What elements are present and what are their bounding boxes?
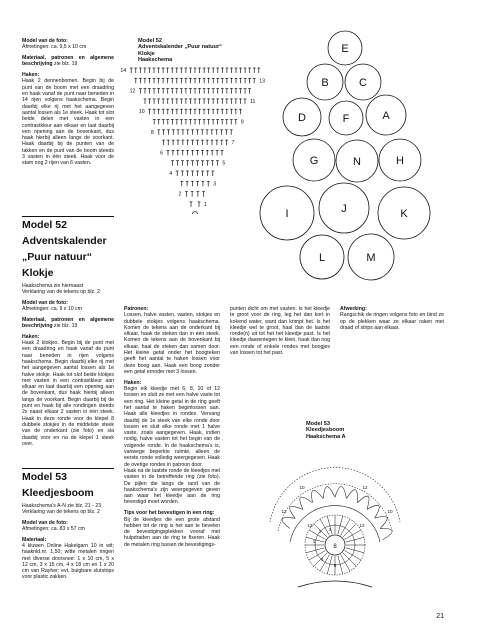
stitch-spoke (343, 553, 356, 566)
column-left (22, 38, 114, 171)
ring-label: I (285, 208, 289, 220)
model-52-foto-text: Afmetingen: ca. 9 x 10 cm (22, 305, 82, 312)
schema-52-line-2: Adventskalender „Puur natuur“ (138, 44, 222, 51)
row-number: 6 (160, 150, 163, 157)
chain-arc (347, 490, 358, 503)
model-52-materiaal-label: Materiaal, patronen en algemene beschrijving (22, 316, 114, 329)
row-number: 8 (150, 129, 154, 136)
schema-52-line-3: Klokje (138, 50, 155, 57)
chart-number: 12 (359, 523, 365, 528)
row-number: 10 (138, 109, 145, 116)
ring-label: C (359, 77, 367, 89)
stitch-spoke (345, 530, 361, 540)
schema-53-line-3: Haakschema A (306, 433, 346, 440)
model-52-foto-label: Model van de foto: (22, 299, 68, 306)
row-number: 13 (259, 78, 265, 85)
model-foto-block (22, 38, 114, 51)
ring-label: D (298, 112, 306, 124)
chain-arc (335, 487, 346, 499)
model-52-materiaal-block (22, 317, 114, 330)
chart-number: 10 (387, 509, 393, 514)
patronen-text: Lossen, halve vasten, vasten, stokjes en dubbele stokjes volgens haakschema. Komen de tekens aan de onderkant bij elkaar, haak de steken dan in één steek. Komen de tekens aan de bovenkant bij elkaar, haal de steken dan samen door. Het kleine getal onder het boogteken geeft het aantal te haken lossen voor deze boog aan. Haak een boog zonder een getal ernoder met 3 lossen. (124, 312, 220, 375)
patronen-label: Patronen: (124, 306, 149, 312)
stitch-spoke (343, 524, 356, 537)
ring-arrow (298, 581, 372, 587)
chart-number: 12 (281, 509, 287, 514)
schema-53-line-2: Kleedjesboom (306, 427, 345, 434)
tips-label: Tips voor het bevestigen in een ring: (124, 510, 215, 517)
model-53-section (22, 468, 114, 585)
row-number: 14 (120, 68, 127, 74)
chain-arc (290, 506, 303, 518)
chart-number: 12 (307, 523, 313, 528)
bell-crochet-chart (120, 62, 270, 214)
page-number: 21 (436, 613, 444, 620)
model-53-foto-text: Afmetingen: ca. 83 x 57 cm (22, 525, 85, 532)
model-53-materiaal-label: Materiaal: (22, 536, 47, 543)
row-number: 4 (169, 171, 173, 177)
chain-arc (300, 497, 312, 509)
haken-2-block (124, 380, 220, 506)
chain-arc (375, 516, 387, 528)
section-divider (22, 468, 114, 469)
haken-text: Haak 2 dennenbomen. Begin bij de punt van de boom met een draadring en haak vanaf de punt naar beneden in 14 rijen volgens haakschema. Begin daarbij elke rij met het aangegeven aantal lossen als 1e steek. Haak tot slot beide delen met vasten in een contrastkleur aan elkaar en laat daarbij een opening aan de bovenkant, dus haak hierbij alleen langs de voorkant. Haak daarbij bij de punten van de takken en de punt van de boom steeds 3 vasten in één steek. Haak voor de stam nog 2 rijen van 6 vasten. (22, 78, 114, 167)
model-52-foto-block (22, 300, 114, 313)
chain-arc (282, 518, 295, 529)
model-53-foto-label: Model van de foto: (22, 519, 68, 526)
ring-label: F (342, 113, 350, 125)
schema-53-title (306, 421, 396, 440)
row-number: 12 (129, 88, 136, 95)
model-52-haken-block (22, 334, 114, 447)
chain-arc (380, 529, 392, 540)
chart-number: 10 (299, 485, 305, 490)
column-right-1 (230, 306, 330, 361)
chart-number: 1 (312, 539, 316, 544)
chain-arc (312, 490, 324, 502)
stitch-spoke (309, 530, 325, 540)
chart-number: 12 (362, 485, 368, 490)
chart-number: 5 (333, 563, 337, 568)
chart-number: 8 (333, 544, 337, 550)
model-53-title-1: Model 53 (22, 471, 67, 483)
schema-53-line-1: Model 53 (306, 421, 330, 427)
haken-2-label: Haken: (124, 379, 142, 386)
chain-arc (367, 505, 379, 518)
ring-label: M (366, 252, 376, 264)
ring-label: K (400, 208, 408, 220)
model-52-title-1: Model 52 (22, 219, 67, 231)
starting-ring (192, 212, 197, 214)
materiaal-label: Materiaal, patronen en algemene beschrijving (22, 55, 114, 68)
ring-label: J (341, 203, 347, 215)
materiaal-text: zie blz. 19 (52, 61, 78, 68)
model-53-sub-1: Haakschema's A-N zie blz. 21 - 23 (22, 502, 102, 509)
model-52-haken-label: Haken: (22, 333, 40, 340)
ring-label: B (321, 77, 329, 89)
stitch-spoke (341, 555, 351, 571)
schema-52-title (138, 38, 248, 64)
row-number: 7 (231, 140, 235, 147)
model-52-materiaal-text: zie blz. 19 (52, 322, 78, 329)
outer-round (270, 467, 400, 522)
ring-label: L (318, 252, 326, 264)
row-number: 9 (240, 119, 244, 126)
model-53-sub-2: Verklaring van de tekens op blz. 2 (22, 508, 100, 515)
model-52-sub-1: Haakschema zie hiernaast (22, 282, 84, 289)
model-52-haken-text: Haak 2 klokjes. Begin bij de punt met een draadring en haak vanaf de punt naar beneden in rijen volgens haakschema. Begin daarbij elke rij met het aangegeven aantal lossen als 1e halve stokje. Haak tot slot beide klokjes met vasten in een contrastkleur aan elkaar en laat daarbij een opening aan de bovenkant, dus haak hierbij alleen langs de voorkant. Begin daarbij bij de punt en haak bij alle rondingen steeds 2x naast elkaar 2 vasten in één steek. Haak in deze ronde voor de klepel 8 dubbele stokjes in de middelste steek van de onderkant (zie foto) en sla daarbij voor en na de klepel 1 steek over. (22, 340, 114, 447)
row-number: 3 (213, 181, 217, 188)
doily-chart-a (262, 447, 412, 597)
model-53-materiaal-block (22, 537, 114, 581)
row-number: 2 (178, 191, 182, 198)
col3-text: punten dicht om met vasten. Is het kleedje te groot voor de ring, leg het dan kort in kokend water, want dan krimpt het. Is het kleedje wel te groot, haal dan de laatste ronde(n) uit tot het het kleedje past. Is het kleedje daarentegen te klein, haak dan nog een ronde of enkele rondes met boogjes van lossen tot het past. (230, 306, 330, 357)
row-number: 11 (250, 98, 256, 105)
model-52-title-4: Klokje (22, 267, 54, 279)
patronen-block (124, 306, 220, 375)
model-52-section (22, 216, 114, 452)
model-53-materiaal-text: 4 kluwen Online Hakelgarn 10 in wit; haaknld.nr. 1,50; witte metalen ringen met diverse doorsnee: 1 x 10 cm, 5 x 12 cm, 3 x 15 cm, 4 x 18 cm en 1 x 20 cm van Rayher; evt. buigbare slutstrips voor plastic zakken. (22, 542, 114, 581)
model-53-title-2: Kleedjesboom (22, 487, 94, 499)
ring-label: E (341, 43, 349, 55)
row-number: 5 (222, 160, 226, 167)
tips-block (124, 510, 220, 548)
haken-label: Haken: (22, 72, 40, 79)
ring-label: N (353, 156, 361, 168)
model-52-title-2: Adventskalender (22, 235, 107, 247)
column-right-2 (340, 306, 444, 336)
tips-text: Bij de kleedjes die een grote afstand hebben tot de ring is het aan te bevelen de bevestigingsplekken vooraf met hulpdraden aan de ring te fixeren. Haak de metalen ring tussen de bevestigings- (124, 516, 220, 548)
chart-number: 2 (318, 529, 322, 534)
model-52-title-3: „Puur natuur“ (22, 251, 92, 263)
ring-tree-layout (252, 30, 452, 290)
chain-arc (323, 487, 334, 499)
model-foto-text: Afmetingen: ca. 9,5 x 10 cm (22, 44, 87, 51)
chart-number: 4 (320, 557, 324, 562)
model-foto-label: Model van de foto: (22, 38, 68, 44)
haken-block (22, 72, 114, 166)
model-52-sub-2: Verklaring van de tekens op blz. 2 (22, 288, 100, 295)
stitch-spoke (345, 551, 361, 561)
section-divider (22, 216, 114, 217)
haken-2-text: Begin elk kleedje met 6, 8, 10 of 12 lossen en sluit ze met een halve vaste tot een ring. Het kleine getal in de ring geeft het aantal te haken beginlossen aan. Haak alle kleedjes in rondes. Vervang daarbij de 1e steek van elke ronde door lossen en sluit elke ronde met 1 halve vaste, zoals aangegeven. Haak, indien nodig, halve vasten tot het begin van de volgende ronde. In de haakschema's is, vanwege beperkte ruimte, alleen de eerste ronde volledig weergegeven. Haak de overige rondes in patroon door. Haak na de laatste ronde de kleedjes met vasten in de betreffende ring (zie foto). De pijlen die langs de rand van de haakschema's zijn weergegeven geven aan waar het kleedje aan de ring bevestigd moet worden. (124, 386, 220, 506)
row-number: 1 (204, 201, 207, 208)
stitch-spoke (341, 519, 351, 535)
model-53-foto-block (22, 520, 114, 533)
schema-52-line-1: Model 52 (138, 38, 162, 44)
chain-arc (358, 496, 369, 509)
chart-number: 3 (328, 527, 332, 532)
column-middle (124, 306, 220, 552)
materiaal-block (22, 55, 114, 68)
ring-label: H (396, 155, 404, 167)
schema-52-line-4: Haakschema (138, 57, 173, 64)
afwerking-block (340, 306, 444, 331)
afwerking-text: Rangschik de ringen volgens foto en bind ze op de plekken waar ze elkaar raken met draad of strips aan elkaar. (340, 312, 444, 331)
ring-label: G (309, 155, 319, 167)
ring-label: A (382, 110, 390, 122)
afwerking-label: Afwerking: (340, 306, 367, 312)
